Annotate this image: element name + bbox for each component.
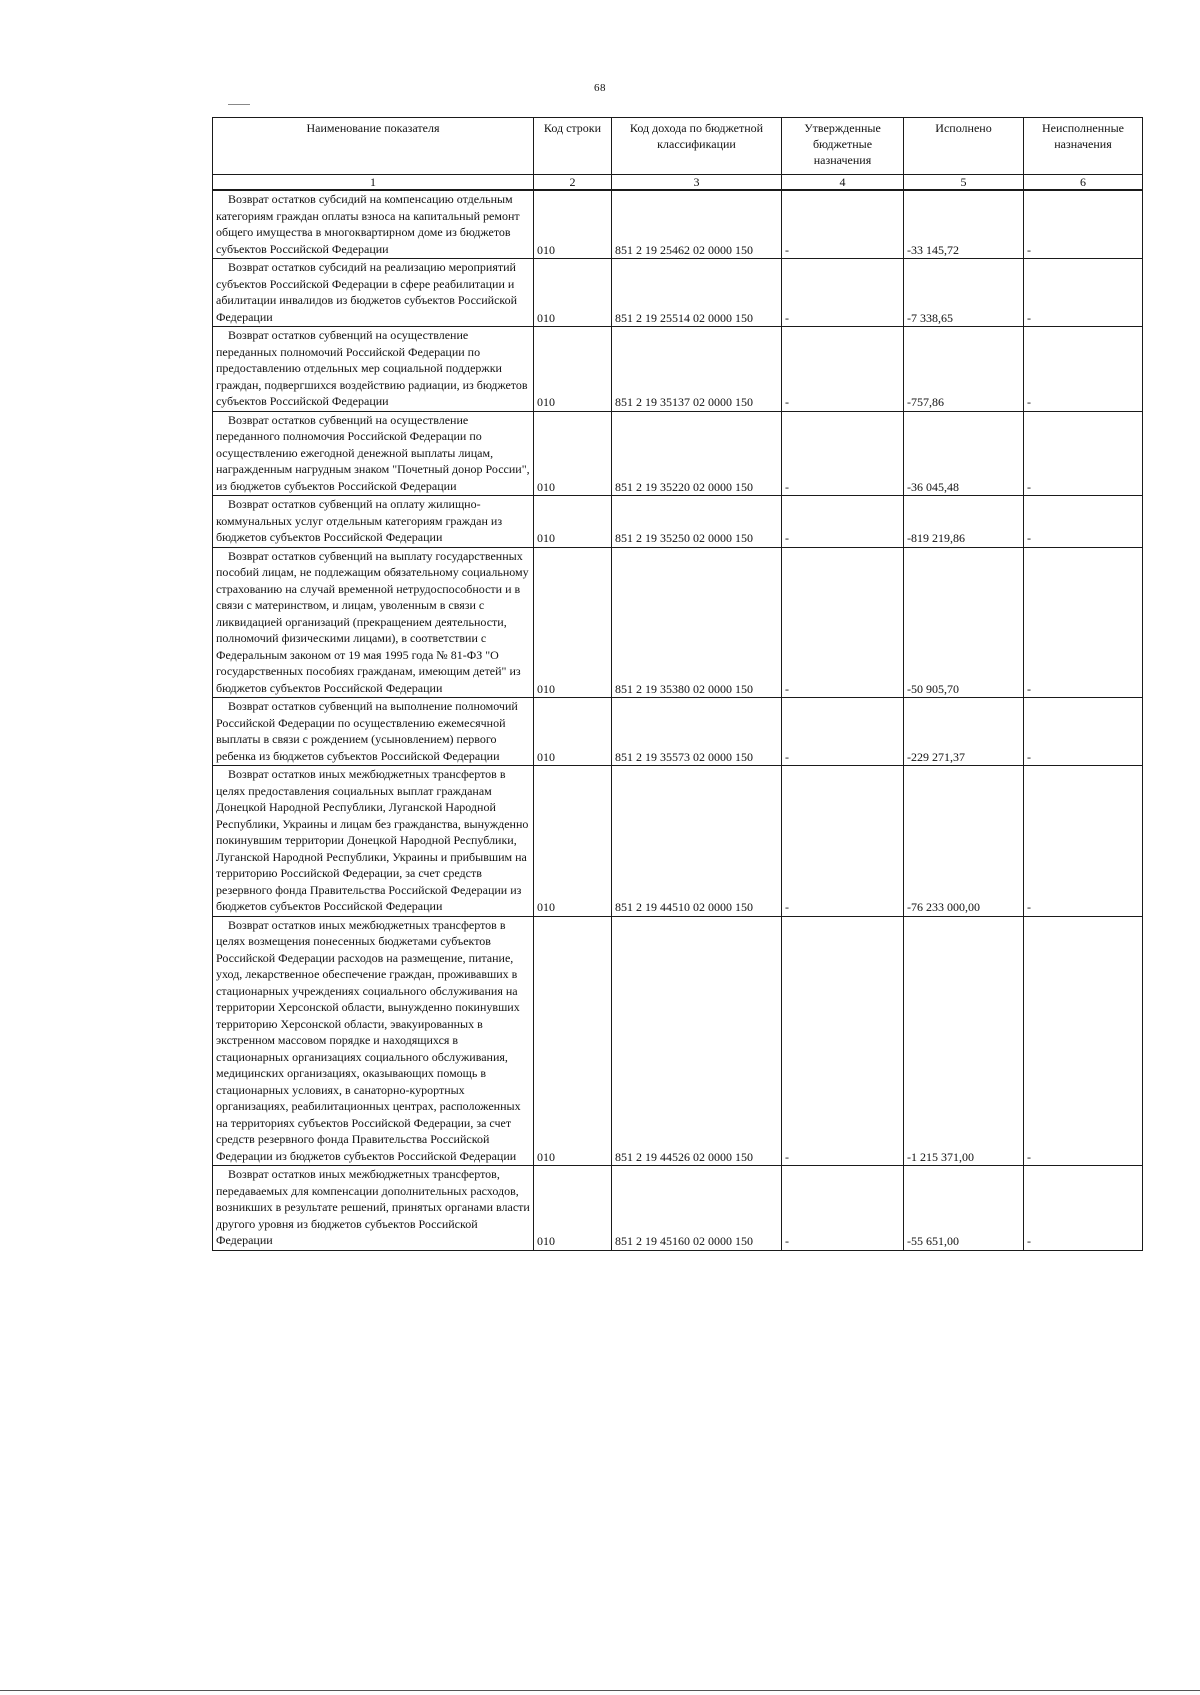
budget-code-value: 851 2 19 44510 02 0000 150 <box>615 900 753 914</box>
line-code-cell <box>534 190 612 259</box>
indicator-name-cell <box>213 766 534 917</box>
page-number: 68 <box>594 82 606 94</box>
indicator-name-cell <box>213 698 534 766</box>
approved-value: - <box>785 1234 789 1248</box>
budget-code-value: 851 2 19 45160 02 0000 150 <box>615 1234 753 1248</box>
budget-code-value: 851 2 19 44526 02 0000 150 <box>615 1149 753 1164</box>
line-code-value: 010 <box>537 479 555 494</box>
indicator-name-text: Возврат остатков субвенций на оплату жилищно-коммунальных услуг отдельным категориям граждан из бюджетов субъектов Российской Федерации <box>216 497 503 544</box>
executed-cell <box>904 496 1024 548</box>
table-row <box>213 1166 1143 1251</box>
line-code-value: 010 <box>537 310 555 325</box>
table-row <box>213 411 1143 496</box>
executed-cell <box>904 698 1024 766</box>
unexecuted-cell <box>1024 259 1143 327</box>
budget-code-cell <box>612 766 782 917</box>
line-code-cell <box>534 327 612 412</box>
approved-cell <box>782 698 904 766</box>
header-unexecuted: Неисполненные назначения <box>1024 118 1143 175</box>
budget-code-cell <box>612 496 782 548</box>
unexecuted-cell <box>1024 547 1143 698</box>
approved-cell <box>782 190 904 259</box>
report-table <box>212 117 1143 1251</box>
table-row <box>213 190 1143 259</box>
column-number: 2 <box>534 175 612 191</box>
budget-code-value: 851 2 19 25514 02 0000 150 <box>615 310 753 325</box>
column-number: 6 <box>1024 175 1143 191</box>
indicator-name-text: Возврат остатков субсидий на компенсацию отдельным категориям граждан оплаты взноса на капитальный ремонт общего имущества в многоквартирном доме из бюджетов субъектов Российской Федерации <box>216 192 520 256</box>
unexecuted-value: - <box>1027 1234 1031 1248</box>
budget-code-value: 851 2 19 35137 02 0000 150 <box>615 395 753 409</box>
executed-value: -76 233 000,00 <box>907 900 980 914</box>
executed-cell <box>904 1166 1024 1251</box>
approved-cell <box>782 1166 904 1251</box>
approved-value: - <box>785 681 789 696</box>
budget-code-value: 851 2 19 35220 02 0000 150 <box>615 479 753 494</box>
indicator-name-cell <box>213 547 534 698</box>
line-code-cell <box>534 547 612 698</box>
unexecuted-cell <box>1024 327 1143 412</box>
approved-value: - <box>785 310 789 325</box>
approved-cell <box>782 916 904 1166</box>
executed-value: -55 651,00 <box>907 1234 959 1248</box>
scan-mark <box>228 104 250 105</box>
unexecuted-cell <box>1024 411 1143 496</box>
line-code-value: 010 <box>537 242 555 257</box>
executed-cell <box>904 411 1024 496</box>
line-code-cell <box>534 1166 612 1251</box>
executed-value: -757,86 <box>907 395 944 409</box>
approved-value: - <box>785 242 789 257</box>
table-row <box>213 327 1143 412</box>
executed-value: -1 215 371,00 <box>907 1149 974 1164</box>
budget-code-cell <box>612 1166 782 1251</box>
line-code-cell <box>534 916 612 1166</box>
approved-cell <box>782 547 904 698</box>
approved-value: - <box>785 479 789 494</box>
unexecuted-value: - <box>1027 900 1031 914</box>
approved-value: - <box>785 749 789 764</box>
unexecuted-value: - <box>1027 531 1031 545</box>
unexecuted-value: - <box>1027 749 1031 764</box>
table-header-row <box>213 118 1143 175</box>
approved-cell <box>782 496 904 548</box>
indicator-name-text: Возврат остатков субсидий на реализацию мероприятий субъектов Российской Федерации в сфере реабилитации и абилитации инвалидов из бюджетов субъектов Российской Федерации <box>216 260 518 324</box>
header-budget-code: Код дохода по бюджетной классификации <box>612 118 782 175</box>
unexecuted-value: - <box>1027 1149 1031 1164</box>
executed-value: -7 338,65 <box>907 310 953 325</box>
column-number: 4 <box>782 175 904 191</box>
budget-code-value: 851 2 19 35250 02 0000 150 <box>615 531 753 545</box>
unexecuted-cell <box>1024 190 1143 259</box>
table-row <box>213 698 1143 766</box>
indicator-name-cell <box>213 411 534 496</box>
indicator-name-text: Возврат остатков субвенций на осуществление переданных полномочий Российской Федерации по предоставлению отдельных мер социальной поддержки граждан, подвергшихся воздействию радиации, из бюджетов субъектов Российской Федерации <box>216 328 528 408</box>
budget-code-value: 851 2 19 35573 02 0000 150 <box>615 749 753 764</box>
unexecuted-value: - <box>1027 681 1031 696</box>
executed-cell <box>904 259 1024 327</box>
executed-value: -36 045,48 <box>907 479 959 494</box>
line-code-value: 010 <box>537 1234 555 1248</box>
approved-value: - <box>785 531 789 545</box>
budget-code-cell <box>612 547 782 698</box>
approved-value: - <box>785 395 789 409</box>
header-approved: Утвержденные бюджетные назначения <box>782 118 904 175</box>
approved-cell <box>782 411 904 496</box>
indicator-name-cell <box>213 496 534 548</box>
indicator-name-text: Возврат остатков субвенций на выполнение полномочий Российской Федерации по осуществлению ежемесячной выплаты в связи с рождением (усыновлением) первого ребенка из бюджетов субъектов Российской Федерации <box>216 699 518 763</box>
line-code-value: 010 <box>537 395 555 409</box>
budget-code-cell <box>612 916 782 1166</box>
line-code-cell <box>534 698 612 766</box>
executed-cell <box>904 190 1024 259</box>
line-code-value: 010 <box>537 1149 555 1164</box>
line-code-cell <box>534 766 612 917</box>
budget-code-cell <box>612 259 782 327</box>
budget-code-value: 851 2 19 35380 02 0000 150 <box>615 681 753 696</box>
column-number-row <box>213 175 1143 191</box>
column-number: 1 <box>213 175 534 191</box>
header-executed: Исполнено <box>904 118 1024 175</box>
indicator-name-text: Возврат остатков иных межбюджетных трансфертов в целях возмещения понесенных бюджетами субъектов Российской Федерации расходов на размещение, питание, уход, лекарственное обеспечение граждан, проживавших в стационарных учреждениях социального обслуживания на территории Херсонской области, вынужденно покинувших территорию Херсонской области, эвакуированных в экстренном массовом порядке и находящихся в стационарных организациях социального обслуживания, медицинских организациях, оказывающих помощь в стационарных условиях, в санаторно-курортных организациях, реабилитационных центрах, расположенных на территориях субъектов Российской Федерации, за счет средств резервного фонда Правительства Российской Федерации из бюджетов субъектов Российской Федерации <box>216 917 521 1163</box>
header-line-code: Код строки <box>534 118 612 175</box>
unexecuted-cell <box>1024 496 1143 548</box>
indicator-name-cell <box>213 190 534 259</box>
executed-cell <box>904 327 1024 412</box>
executed-value: -33 145,72 <box>907 242 959 257</box>
approved-cell <box>782 327 904 412</box>
indicator-name-text: Возврат остатков иных межбюджетных трансфертов в целях предоставления социальных выплат гражданам Донецкой Народной Республики, Луганской Народной Республики, Украины и лицам без гражданства, вынужденно покинувшим территории Донецкой Народной Республики, Луганской Народной Республики, Украины и прибывшим на территорию Российской Федерации, за счет средств резервного фонда Правительства Российской Федерации из бюджетов субъектов Российской Федерации <box>216 767 529 913</box>
budget-code-cell <box>612 327 782 412</box>
unexecuted-value: - <box>1027 479 1031 494</box>
budget-code-value: 851 2 19 25462 02 0000 150 <box>615 242 753 257</box>
approved-value: - <box>785 900 789 914</box>
table-row <box>213 916 1143 1166</box>
executed-value: -50 905,70 <box>907 681 959 696</box>
line-code-value: 010 <box>537 531 555 545</box>
executed-value: -229 271,37 <box>907 749 965 764</box>
unexecuted-cell <box>1024 766 1143 917</box>
budget-code-cell <box>612 190 782 259</box>
table-row <box>213 496 1143 548</box>
indicator-name-cell <box>213 327 534 412</box>
table-row <box>213 547 1143 698</box>
column-number: 3 <box>612 175 782 191</box>
indicator-name-text: Возврат остатков субвенций на выплату государственных пособий лицам, не подлежащим обязательному социальному страхованию на случай временной нетрудоспособности и в связи с материнством, и лицам, уволенным в связи с ликвидацией организаций (прекращением деятельности, полномочий физическими лицами), в соответствии с Федеральным законом от 19 мая 1995 года № 81-ФЗ "О государственных пособиях гражданам, имеющим детей" из бюджетов субъектов Российской Федерации <box>216 548 529 695</box>
approved-cell <box>782 766 904 917</box>
executed-value: -819 219,86 <box>907 531 965 545</box>
line-code-cell <box>534 411 612 496</box>
report-table-container <box>212 117 1142 1251</box>
unexecuted-cell <box>1024 698 1143 766</box>
unexecuted-value: - <box>1027 310 1031 325</box>
indicator-name-text: Возврат остатков иных межбюджетных трансфертов, передаваемых для компенсации дополнительных расходов, возникших в результате решений, принятых органами власти другого уровня из бюджетов субъектов Российской Федерации <box>216 1167 530 1247</box>
approved-cell <box>782 259 904 327</box>
budget-code-cell <box>612 411 782 496</box>
unexecuted-value: - <box>1027 242 1031 257</box>
column-number: 5 <box>904 175 1024 191</box>
table-body <box>213 190 1143 1250</box>
budget-code-cell <box>612 698 782 766</box>
indicator-name-cell <box>213 916 534 1166</box>
indicator-name-text: Возврат остатков субвенций на осуществление переданного полномочия Российской Федерации по осуществлению ежегодной денежной выплаты лицам, награжденным нагрудным знаком "Почетный донор России", из бюджетов субъектов Российской Федерации <box>216 412 530 493</box>
line-code-value: 010 <box>537 749 555 764</box>
executed-cell <box>904 916 1024 1166</box>
executed-cell <box>904 547 1024 698</box>
line-code-cell <box>534 496 612 548</box>
line-code-value: 010 <box>537 900 555 914</box>
bottom-scan-line <box>0 1690 1200 1691</box>
indicator-name-cell <box>213 259 534 327</box>
unexecuted-cell <box>1024 916 1143 1166</box>
line-code-value: 010 <box>537 681 555 696</box>
table-row <box>213 766 1143 917</box>
unexecuted-cell <box>1024 1166 1143 1251</box>
executed-cell <box>904 766 1024 917</box>
table-row <box>213 259 1143 327</box>
unexecuted-value: - <box>1027 395 1031 409</box>
indicator-name-cell <box>213 1166 534 1251</box>
line-code-cell <box>534 259 612 327</box>
header-indicator-name: Наименование показателя <box>213 118 534 175</box>
approved-value: - <box>785 1149 789 1164</box>
